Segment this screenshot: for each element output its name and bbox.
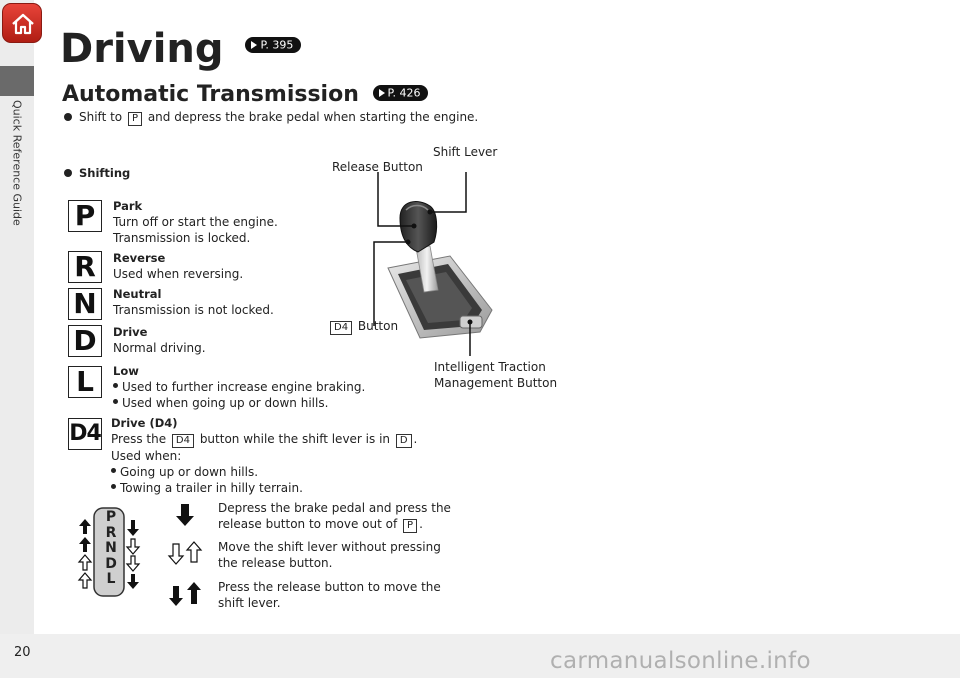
bullet-icon — [113, 383, 118, 388]
arrow-right-icon — [379, 89, 385, 97]
section-ref-link[interactable]: P. 426 — [373, 85, 429, 101]
gear-desc-d4: Drive (D4) Press the D4 button while the shift lever is in D . Used when: Going up or down hills. Towing a trailer in hilly terrain. — [111, 416, 418, 495]
page-ref-link[interactable]: P. 395 — [245, 37, 301, 53]
page-title: Driving P. 395 — [60, 26, 301, 72]
key-p: P — [403, 519, 417, 533]
shift-pattern-letters: P R N D L — [105, 509, 117, 587]
key-d: D — [396, 434, 412, 448]
bullet-icon — [64, 169, 72, 177]
home-icon — [9, 10, 37, 38]
key-p: P — [128, 112, 142, 126]
watermark: carmanualsonline.info — [550, 648, 811, 674]
key-d4: D4 — [172, 434, 194, 448]
legend-release-from-p: Depress the brake pedal and press the release button to move out of P . — [218, 501, 451, 531]
gear-symbol-n: N — [68, 288, 102, 320]
callout-lines — [370, 160, 480, 370]
gear-desc-neutral: Neutral Transmission is not locked. — [113, 287, 274, 317]
arrow-right-icon — [251, 41, 257, 49]
shifting-heading: Shifting — [64, 166, 130, 180]
section-title: Automatic Transmission P. 426 — [62, 82, 428, 107]
outline-up-arrow-icon — [187, 542, 201, 562]
gear-desc-low: Low Used to further increase engine braking. Used when going up or down hills. — [113, 364, 366, 410]
gear-symbol-l: L — [68, 366, 102, 398]
page-number: 20 — [14, 645, 31, 660]
legend-press-release: Press the release button to move the shift lever. — [218, 580, 441, 610]
bullet-icon — [111, 468, 116, 473]
itm-button-label: Intelligent Traction Management Button — [434, 360, 558, 390]
solid-down-arrow-icon — [176, 504, 194, 526]
sidebar-section-label: Quick Reference Guide — [10, 100, 24, 226]
d4-button-label: D4 Button — [328, 319, 398, 335]
gear-symbol-d: D — [68, 325, 102, 357]
gear-desc-drive: Drive Normal driving. — [113, 325, 206, 355]
home-button[interactable] — [2, 3, 42, 43]
gear-symbol-d4: D4 — [68, 418, 102, 450]
gear-desc-reverse: Reverse Used when reversing. — [113, 251, 244, 281]
sidebar-section-tab[interactable] — [0, 66, 34, 96]
legend-no-release: Move the shift lever without pressing the release button. — [218, 540, 441, 570]
solid-up-arrow-icon — [187, 582, 201, 604]
key-d4: D4 — [330, 321, 352, 335]
solid-down-arrow-icon — [169, 586, 183, 606]
gear-symbol-p: P — [68, 200, 102, 232]
shift-lever-label: Shift Lever — [433, 145, 498, 159]
arrow-legend-icons — [164, 500, 208, 612]
bullet-icon — [111, 484, 116, 489]
gear-symbol-r: R — [68, 251, 102, 283]
gear-desc-park: Park Turn off or start the engine. Transmission is locked. — [113, 199, 278, 245]
bullet-icon — [113, 399, 118, 404]
bullet-icon — [64, 113, 72, 121]
intro-bullet: Shift to P and depress the brake pedal when starting the engine. — [64, 110, 478, 126]
outline-down-arrow-icon — [169, 544, 183, 564]
release-button-label: Release Button — [332, 160, 423, 174]
footer-bar — [0, 634, 960, 678]
